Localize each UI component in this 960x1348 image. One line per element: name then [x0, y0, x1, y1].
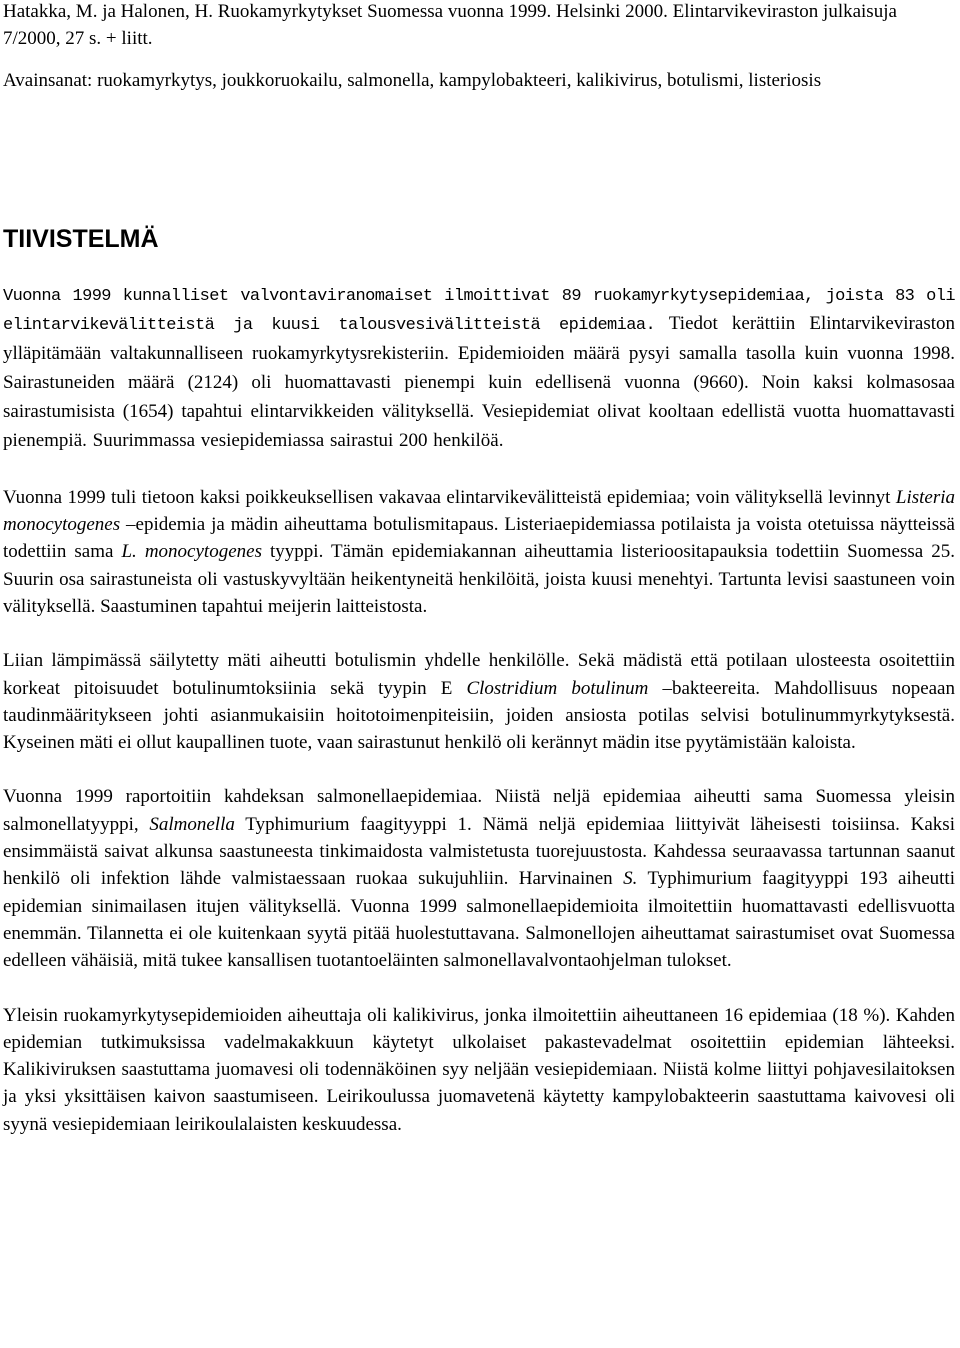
paragraph-3-text-b: –bakteereita. Mahdollisuus nopeaan taudinmääritykseen johti asianmukaisiin hoitotoimenpiteisiin, joiden ansiosta potilas selvisi botulinummyrkytyksestä. Kyseinen mäti ei ollut kaupallinen tuote, vaan sairastunut henkilö oli kerännyt mädin itse pyytämistään kaloista.: [3, 677, 955, 754]
paragraph-1-mono-text: Vuonna 1999 kunnalliset valvontaviranomaiset ilmoittivat 89 ruokamyrkytysepidemiaa, joista 83 oli elintarvikevälitteistä ja kuusi talousvesivälitteistä epidemiaa.: [3, 287, 955, 336]
abstract-paragraph-4: [3, 783, 955, 974]
paragraph-2-text-a: Vuonna 1999 tuli tietoon kaksi poikkeuksellisen vakavaa elintarvikevälitteistä epidemiaa; voin välityksellä levinnyt: [3, 486, 896, 508]
citation: Hatakka, M. ja Halonen, H. Ruokamyrkytykset Suomessa vuonna 1999. Helsinki 2000. Elintarvikeviraston julkaisuja 7/2000, 27 s. + liitt.: [3, 1, 897, 49]
keywords: Avainsanat: ruokamyrkytys, joukkoruokailu, salmonella, kampylobakteeri, kalikivirus, botulismi, listeriosis: [3, 70, 822, 91]
abstract-paragraph-2: [3, 484, 955, 620]
species-name-s: S.: [623, 868, 638, 890]
paragraph-4-text-a: Vuonna 1999 raportoitiin kahdeksan salmonellaepidemiaa. Niistä neljä epidemiaa aiheutti sama Suomessa yleisin salmonellatyyppi,: [3, 786, 955, 835]
species-name-listeria: Listeria monocytogenes: [3, 486, 955, 536]
abstract-paragraph-1: [3, 283, 955, 457]
paragraph-2-text-c: tyyppi. Tämän epidemiakannan aiheuttamia listerioositapauksia todettiin Suomessa 25. Suurin osa sairastuneista oli vastuskyvyltään heikentyneitä henkilöitä, joista kuusi menehtyi. Tartunta levisi saastuneen voin välityksellä. Saastuminen tapahtui meijerin laitteistosta.: [3, 541, 955, 617]
species-name-salmonella: Salmonella: [149, 813, 235, 835]
paragraph-4-text-b: Typhimurium faagityyppi 1. Nämä neljä epidemiaa liittyivät läheisesti toisiinsa. Kaksi ensimmäistä saivat alkunsa saastuneesta tinkimaidosta valmistetusta tuorejuustosta. Kahdessa seuraavassa tartunnan saanut henkilö oli infektion lähde valmistaessaan ruokaa sukujuhliin. Harvinainen: [3, 813, 955, 890]
paragraph-1-text: Tiedot kerättiin Elintarvikeviraston ylläpitämään valtakunnalliseen ruokamyrkytysrekisteriin. Epidemioiden määrä pysyi samalla tasolla kuin vuonna 1998. Sairastuneiden määrä (2124) oli huomattavasti pienempi kuin edellisenä vuonna (9660). Noin kaksi kolmasosaa sairastumisista (1654) tapahtui elintarvikkeiden välityksellä. Vesiepidemiat olivat kooltaan edellistä vuotta huomattavasti pienempiä. Suurimmassa vesiepidemiassa sairastui 200 henkilöä.: [3, 313, 955, 452]
abstract-heading: TIIVISTELMÄ: [3, 225, 159, 253]
species-name-clostridium: Clostridium botulinum: [466, 677, 649, 699]
paragraph-4-text-c: Typhimurium faagityyppi 193 aiheutti epidemian sinimailasen itujen välityksellä. Vuonna 1999 salmonellaepidemioita ilmoitettiin huomattavasti edellisvuotta enemmän. Tilannetta ei ole kuitenkaan syytä pitää huolestuttavana. Salmonellojen aiheuttamat sairastumiset ovat Suomessa edelleen vähäisiä, mitä tukee kansallisen tuotantoeläinten salmonellavalvontaohjelman tulokset.: [3, 868, 955, 972]
abstract-paragraph-5: Yleisin ruokamyrkytysepidemioiden aiheuttaja oli kalikivirus, jonka ilmoitettiin aiheuttaneen 16 epidemiaa (18 %). Kahden epidemian tutkimuksissa vadelmakakkuun käytetyt ulkolaiset pakastevadelmat osoitettiin epidemian lähteeksi. Kalikiviruksen saastuttama juomavesi oli todennäköinen syy neljään vesiepidemiaan. Niistä kolme liittyi pohjavesilaitoksen ja yksi yksittäisen kaivon saastumiseen. Leirikoulussa juomavetenä käytetty kampylobakteerin saastuttama kaivovesi oli syynä vesiepidemiaan leirikoulalaisten keskuudessa.: [3, 1004, 955, 1135]
abstract-paragraph-3: [3, 647, 955, 756]
species-name-l-monocytogenes: L. monocytogenes: [121, 541, 262, 563]
abstract-body: [3, 283, 955, 1165]
paragraph-2-text-b: –epidemia ja mädin aiheuttama botulismitapaus. Listeriaepidemiassa potilaista ja voista otetuissa näytteissä todettiin sama: [3, 514, 955, 563]
paragraph-3-text-a: Liian lämpimässä säilytetty mäti aiheutti botulismin yhdelle henkilölle. Sekä mädistä että potilaan ulosteesta osoitettiin korkeat pitoisuudet botulinumtoksiinia sekä tyypin E: [3, 650, 955, 699]
